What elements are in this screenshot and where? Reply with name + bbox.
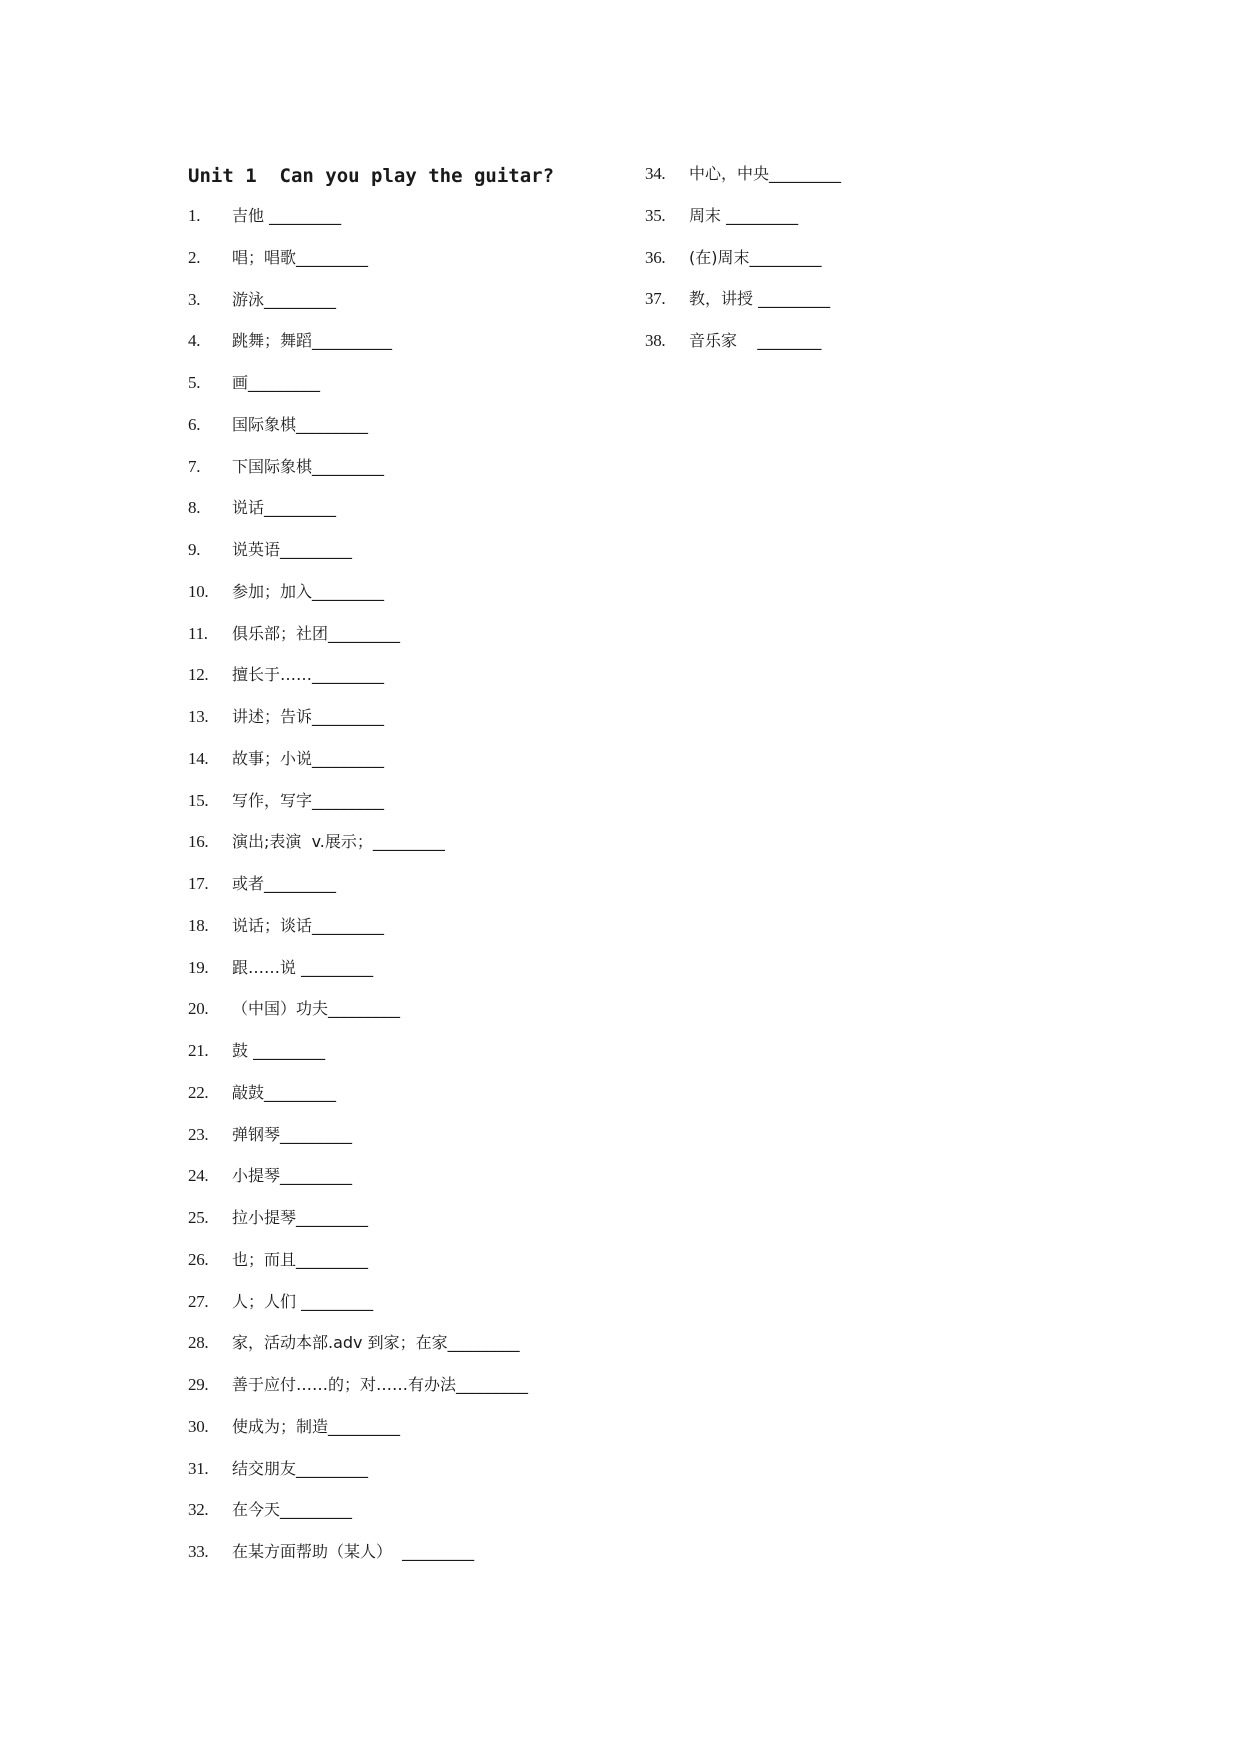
item-text: 演出;表演 v.展示；_________ — [232, 832, 445, 852]
item-number: 5. — [188, 373, 201, 392]
vocab-item — [188, 455, 528, 497]
vocab-item — [188, 1373, 528, 1415]
vocab-item — [188, 1331, 528, 1373]
item-text: 在今天_________ — [232, 1500, 353, 1520]
item-text: 说话_________ — [232, 498, 337, 518]
item-number: 4. — [188, 331, 201, 351]
item-number: 25. — [188, 1208, 209, 1227]
item-number: 17. — [188, 874, 209, 893]
vocab-item — [645, 204, 841, 246]
item-text: 中心，中央_________ — [689, 164, 842, 183]
item-text: 人；人们 _________ — [232, 1291, 374, 1311]
item-number: 10. — [188, 581, 209, 601]
vocab-item — [188, 329, 528, 371]
item-number: 2. — [188, 247, 201, 267]
vocab-item — [188, 705, 528, 747]
item-number: 24. — [188, 1166, 209, 1186]
item-number: 20. — [188, 999, 209, 1019]
vocab-item — [188, 747, 528, 789]
vocab-list-right — [645, 162, 841, 371]
item-text: 善于应付……的；对……有办法_________ — [232, 1375, 529, 1394]
vocab-item — [188, 956, 528, 998]
vocab-item — [645, 329, 841, 371]
item-text: 俱乐部；社团_________ — [232, 623, 401, 643]
item-number: 1. — [188, 206, 201, 225]
item-text: 鼓 _________ — [232, 1041, 326, 1060]
item-text: 唱；唱歌_________ — [232, 247, 369, 267]
item-number: 26. — [188, 1249, 209, 1269]
vocab-item — [188, 413, 528, 455]
item-number: 37. — [645, 289, 666, 309]
vocab-item — [188, 246, 528, 288]
item-text: 拉小提琴_________ — [232, 1208, 369, 1227]
item-number: 23. — [188, 1124, 209, 1144]
vocab-item — [188, 580, 528, 622]
item-text: 吉他 _________ — [232, 206, 342, 225]
item-text: 教，讲授 _________ — [689, 289, 831, 309]
item-text: 参加；加入_________ — [232, 581, 385, 601]
item-text: 跟……说 _________ — [232, 957, 374, 977]
item-number: 15. — [188, 790, 209, 810]
item-text: 跳舞；舞蹈__________ — [232, 331, 393, 351]
item-text: 结交朋友_________ — [232, 1458, 369, 1478]
item-text: 说话；谈话_________ — [232, 915, 385, 935]
vocab-item — [188, 1540, 528, 1582]
item-text: （中国）功夫_________ — [232, 999, 401, 1019]
item-text: 国际象棋_________ — [232, 414, 369, 434]
vocab-item — [188, 538, 528, 580]
item-text: 画_________ — [232, 373, 321, 392]
vocab-item — [188, 1498, 528, 1540]
vocab-item — [188, 1248, 528, 1290]
vocab-list-left — [188, 204, 528, 1582]
item-number: 32. — [188, 1500, 209, 1520]
vocab-item — [645, 287, 841, 329]
vocab-item — [188, 204, 528, 246]
vocab-item — [188, 1457, 528, 1499]
item-text: 家，活动本部.adv 到家；在家_________ — [232, 1333, 520, 1353]
item-number: 30. — [188, 1416, 209, 1436]
item-text: 讲述；告诉_________ — [232, 707, 385, 726]
vocab-item — [188, 288, 528, 330]
vocab-item — [188, 997, 528, 1039]
item-text: 故事；小说_________ — [232, 748, 385, 768]
item-text: 周末 _________ — [689, 205, 799, 225]
vocab-item — [188, 1123, 528, 1165]
item-number: 3. — [188, 289, 201, 309]
item-text: 弹钢琴_________ — [232, 1124, 353, 1144]
item-number: 14. — [188, 748, 209, 768]
item-number: 18. — [188, 915, 209, 935]
vocab-item — [188, 1039, 528, 1081]
vocab-item — [188, 496, 528, 538]
vocab-item — [188, 914, 528, 956]
vocab-item — [188, 663, 528, 705]
item-text: 或者_________ — [232, 874, 337, 893]
vocab-item — [188, 830, 528, 872]
vocab-item — [188, 371, 528, 413]
vocab-item — [188, 1206, 528, 1248]
item-number: 13. — [188, 707, 209, 726]
item-number: 22. — [188, 1082, 209, 1102]
item-text: (在)周末_________ — [689, 247, 822, 267]
item-text: 说英语_________ — [232, 540, 353, 559]
item-number: 8. — [188, 498, 201, 518]
item-number: 36. — [645, 247, 666, 267]
item-number: 7. — [188, 456, 201, 476]
item-number: 35. — [645, 205, 666, 225]
item-text: 游泳_________ — [232, 289, 337, 309]
item-text: 使成为；制造_________ — [232, 1416, 401, 1436]
item-number: 6. — [188, 414, 201, 434]
item-number: 28. — [188, 1333, 209, 1353]
vocab-item — [645, 162, 841, 204]
unit-title: Unit 1 Can you play the guitar? — [188, 165, 555, 187]
vocab-item — [188, 789, 528, 831]
item-number: 38. — [645, 331, 666, 350]
item-text: 小提琴_________ — [232, 1166, 353, 1186]
item-number: 16. — [188, 832, 209, 852]
item-number: 34. — [645, 164, 666, 183]
item-number: 29. — [188, 1375, 209, 1394]
item-text: 敲鼓_________ — [232, 1082, 337, 1102]
vocab-item — [645, 246, 841, 288]
item-number: 12. — [188, 665, 209, 685]
vocab-item — [188, 1415, 528, 1457]
vocab-item — [188, 622, 528, 664]
vocab-item — [188, 1290, 528, 1332]
item-text: 擅长于……_________ — [232, 665, 385, 685]
item-text: 下国际象棋_________ — [232, 456, 385, 476]
item-number: 31. — [188, 1458, 209, 1478]
vocab-item — [188, 872, 528, 914]
item-number: 19. — [188, 957, 209, 977]
vocab-item — [188, 1081, 528, 1123]
item-text: 音乐家 ________ — [689, 331, 822, 350]
item-text: 写作，写字_________ — [232, 790, 385, 810]
item-number: 11. — [188, 623, 208, 643]
vocab-item — [188, 1164, 528, 1206]
item-number: 27. — [188, 1291, 209, 1311]
item-number: 21. — [188, 1041, 209, 1060]
item-number: 9. — [188, 540, 201, 559]
item-text: 也；而且_________ — [232, 1249, 369, 1269]
item-text: 在某方面帮助（某人） _________ — [232, 1542, 475, 1561]
item-number: 33. — [188, 1542, 209, 1561]
